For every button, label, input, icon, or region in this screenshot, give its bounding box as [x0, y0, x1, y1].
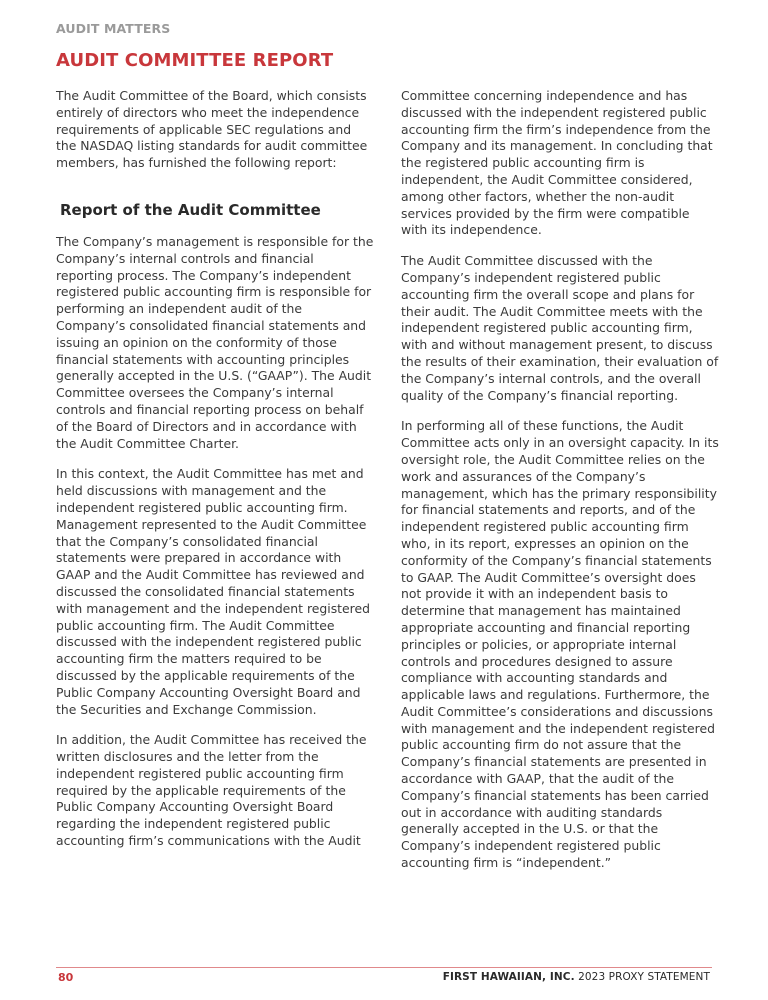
footer-document-title: [443, 971, 710, 983]
body-paragraph: Committee concerning independence and has discussed with the independent registered public accounting firm the firm’s independence from the Company and its management. In concluding that the registered public accounting firm is independent, the Audit Committee considered, among other factors, whether the non-audit services provided by the firm were compatible with its independence.: [401, 88, 713, 238]
page-number: 80: [58, 971, 74, 984]
body-paragraph: In performing all of these functions, the Audit Committee acts only in an oversight capacity. In its oversight role, the Audit Committee relies on the work and assurances of the Company’s management, which has the primary responsibility for financial statements and reports, and of the independent registered public accounting firm who, in its report, expresses an opinion on the conformity of the Company’s financial statements to GAAP. The Audit Committee’s oversight does not provide it with an independent basis to determine that management has maintained appropriate accounting and financial reporting principles or policies, or appropriate internal controls and procedures designed to assure compliance with accounting standards and applicable laws and regulations. Furthermore, the Audit Committee’s considerations and discussions with management and the independent registered public accounting firm do not assure that the Company’s financial statements are presented in accordance with GAAP, that the audit of the Company’s financial statements has been carried out in accordance with auditing standards generally accepted in the U.S. or that the Company’s independent registered public accounting firm is “independent.”: [401, 418, 719, 871]
report-subheading: Report of the Audit Committee: [60, 200, 321, 219]
footer-company-name: FIRST HAWAIIAN, INC.: [442, 971, 575, 983]
left-column: [56, 88, 374, 864]
intro-paragraph: The Audit Committee of the Board, which consists entirely of directors who meet the independence requirements of applicable SEC regulations and the NASDAQ listing standards for audit committee members, has furnished the following report:: [56, 88, 368, 171]
section-label: AUDIT MATTERS: [56, 21, 171, 36]
footer-divider: [56, 967, 712, 968]
body-paragraph: The Company’s management is responsible for the Company’s internal controls and financial reporting process. The Company’s independent registered public accounting firm is responsible for performing an independent audit of the Company’s consolidated financial statements and issuing an opinion on the conformity of those financial statements with accounting principles generally accepted in the U.S. (“GAAP”). The Audit Committee oversees the Company’s internal controls and financial reporting process on behalf of the Board of Directors and in accordance with the Audit Committee Charter.: [56, 233, 374, 451]
footer-document-name: 2023 PROXY STATEMENT: [578, 971, 710, 983]
page-title: AUDIT COMMITTEE REPORT: [56, 50, 334, 71]
right-column: [401, 88, 719, 886]
body-paragraph: In addition, the Audit Committee has received the written disclosures and the letter from the independent registered public accounting firm required by the applicable requirements of the Public Company Accounting Oversight Board regarding the independent registered public accounting firm’s communications with the Audit: [56, 732, 367, 849]
body-paragraph: The Audit Committee discussed with the Company’s independent registered public accounting firm the overall scope and plans for their audit. The Audit Committee meets with the independent registered public accounting firm, with and without management present, to discuss the results of their examination, their evaluation of the Company’s internal controls, and the overall quality of the Company’s financial reporting.: [401, 253, 719, 403]
body-paragraph: In this context, the Audit Committee has met and held discussions with management and the independent registered public accounting firm. Management represented to the Audit Committee that the Company’s consolidated financial statements were prepared in accordance with GAAP and the Audit Committee has reviewed and discussed the consolidated financial statements with management and the independent registered public accounting firm. The Audit Committee discussed with the independent registered public accounting firm the matters required to be discussed by the applicable requirements of the Public Company Accounting Oversight Board and the Securities and Exchange Commission.: [56, 466, 370, 717]
